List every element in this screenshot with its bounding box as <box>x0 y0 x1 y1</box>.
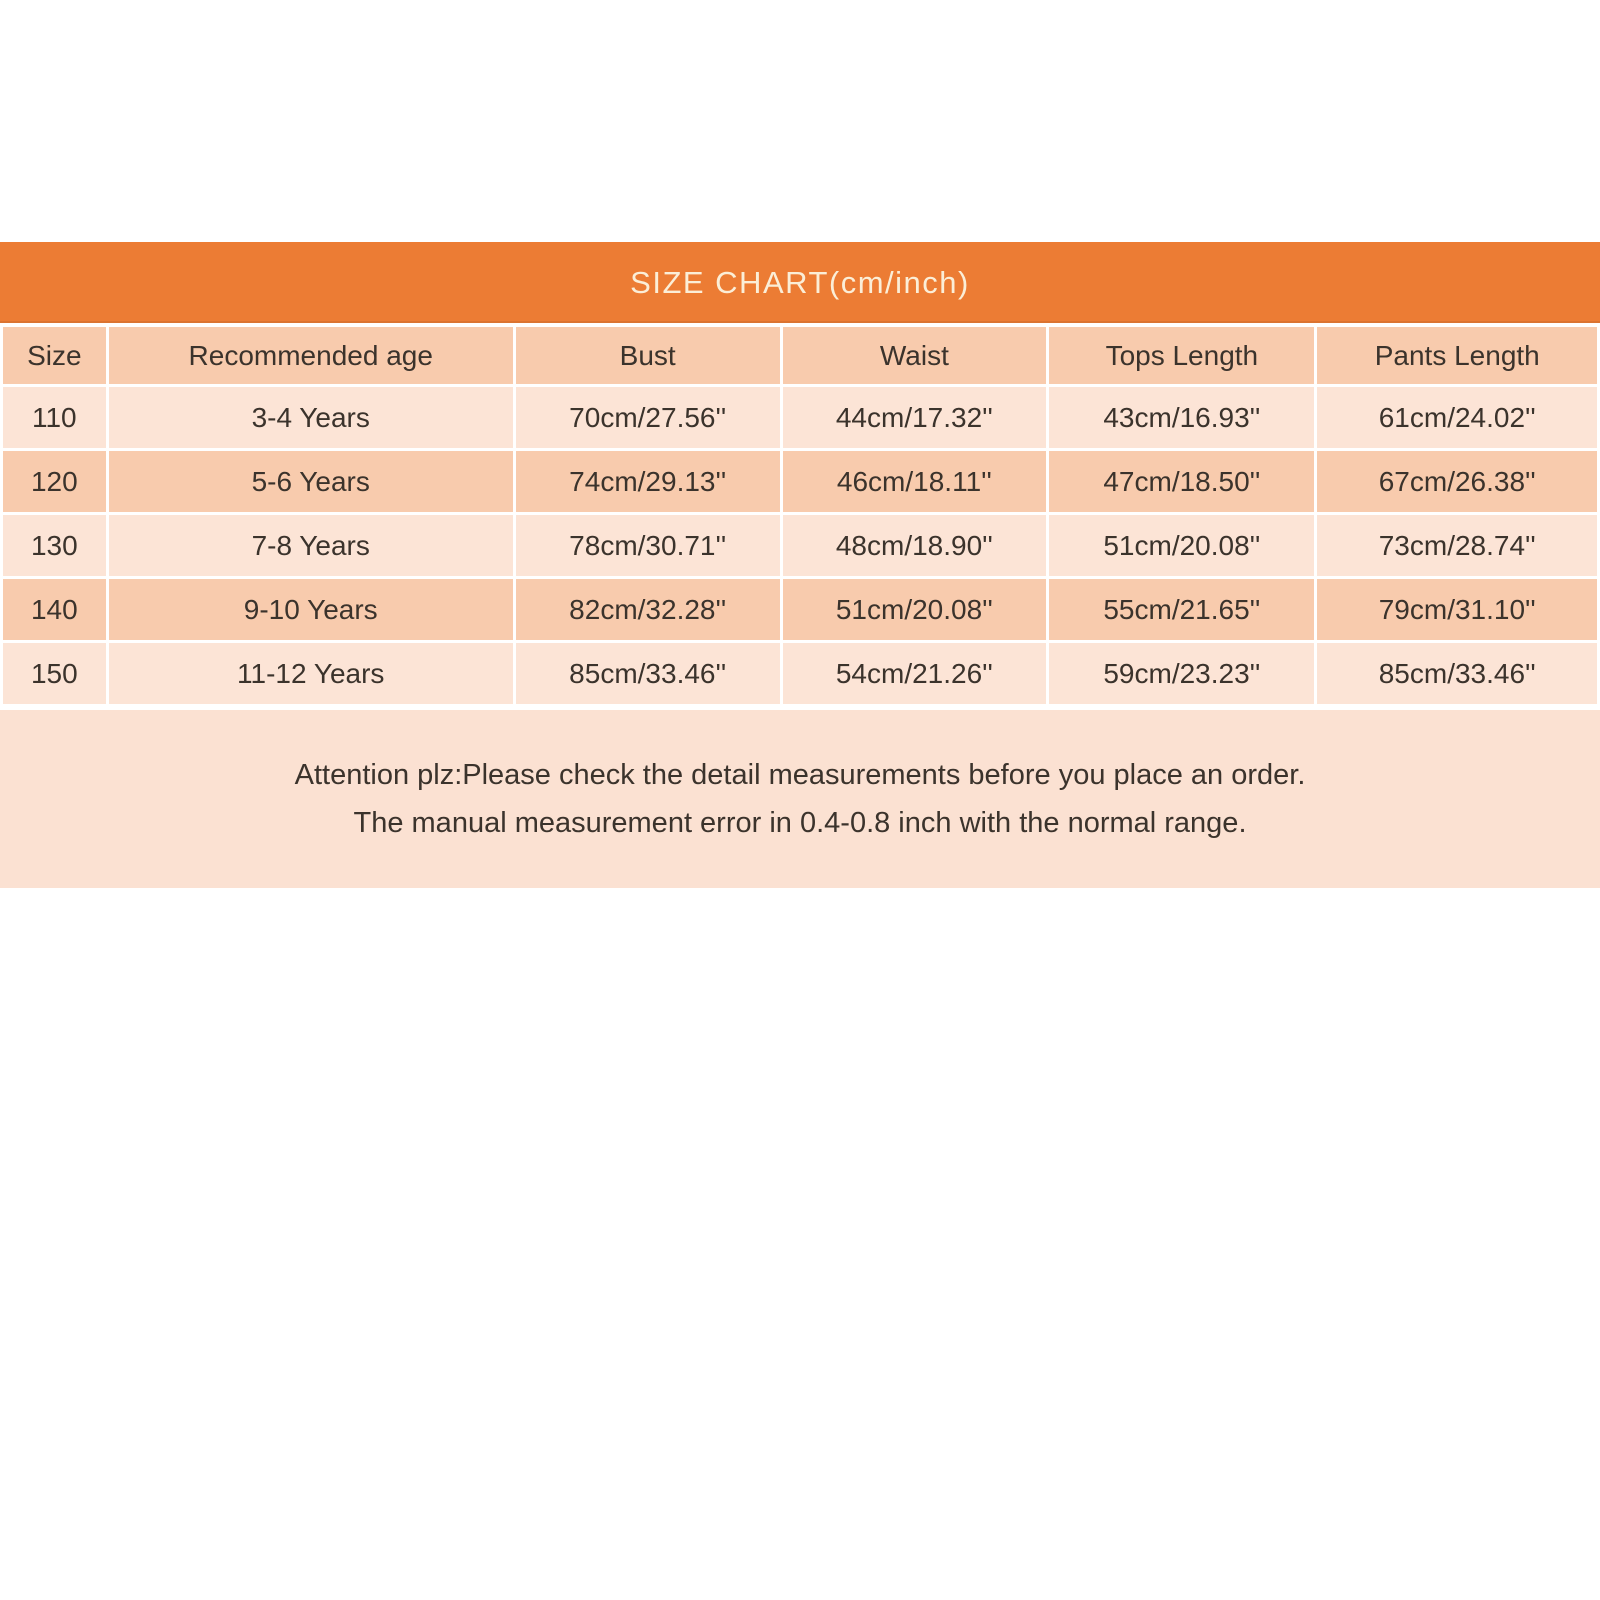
table-cell: 110 <box>3 387 106 448</box>
table-cell: 59cm/23.23'' <box>1049 643 1314 704</box>
table-cell: 74cm/29.13'' <box>516 451 780 512</box>
table-row-130 <box>3 515 1597 576</box>
table-cell: 44cm/17.32'' <box>783 387 1047 448</box>
table-cell: 5-6 Years <box>109 451 513 512</box>
table-cell: 47cm/18.50'' <box>1049 451 1314 512</box>
table-cell: 85cm/33.46'' <box>516 643 780 704</box>
table-cell: 7-8 Years <box>109 515 513 576</box>
table-cell: 46cm/18.11'' <box>783 451 1047 512</box>
table-cell: 9-10 Years <box>109 579 513 640</box>
table-cell: 43cm/16.93'' <box>1049 387 1314 448</box>
table-cell: 70cm/27.56'' <box>516 387 780 448</box>
column-header-size: Size <box>3 327 106 384</box>
note-line-1: Attention plz:Please check the detail measurements before you place an order. <box>294 758 1306 791</box>
title-bar <box>0 242 1600 323</box>
table-row-120 <box>3 451 1597 512</box>
table-cell: 55cm/21.65'' <box>1049 579 1314 640</box>
table-cell: 51cm/20.08'' <box>1049 515 1314 576</box>
attention-note <box>0 710 1600 888</box>
table-cell: 11-12 Years <box>109 643 513 704</box>
table-cell: 61cm/24.02'' <box>1317 387 1597 448</box>
page-title: SIZE CHART(cm/inch) <box>630 264 970 300</box>
table-row-110 <box>3 387 1597 448</box>
table-cell: 140 <box>3 579 106 640</box>
table-row-150 <box>3 643 1597 704</box>
table-cell: 120 <box>3 451 106 512</box>
size-table <box>0 324 1600 707</box>
column-header-recommended-age: Recommended age <box>109 327 513 384</box>
column-header-bust: Bust <box>516 327 780 384</box>
table-cell: 73cm/28.74'' <box>1317 515 1597 576</box>
table-cell: 3-4 Years <box>109 387 513 448</box>
note-line-2: The manual measurement error in 0.4-0.8 inch with the normal range. <box>353 806 1247 839</box>
column-header-waist: Waist <box>783 327 1047 384</box>
table-cell: 79cm/31.10'' <box>1317 579 1597 640</box>
table-cell: 150 <box>3 643 106 704</box>
table-cell: 48cm/18.90'' <box>783 515 1047 576</box>
column-header-pants-length: Pants Length <box>1317 327 1597 384</box>
table-cell: 78cm/30.71'' <box>516 515 780 576</box>
table-cell: 54cm/21.26'' <box>783 643 1047 704</box>
table-cell: 82cm/32.28'' <box>516 579 780 640</box>
column-header-tops-length: Tops Length <box>1049 327 1314 384</box>
table-cell: 130 <box>3 515 106 576</box>
table-cell: 51cm/20.08'' <box>783 579 1047 640</box>
table-cell: 67cm/26.38'' <box>1317 451 1597 512</box>
table-cell: 85cm/33.46'' <box>1317 643 1597 704</box>
table-row-140 <box>3 579 1597 640</box>
header-row <box>3 327 1597 384</box>
